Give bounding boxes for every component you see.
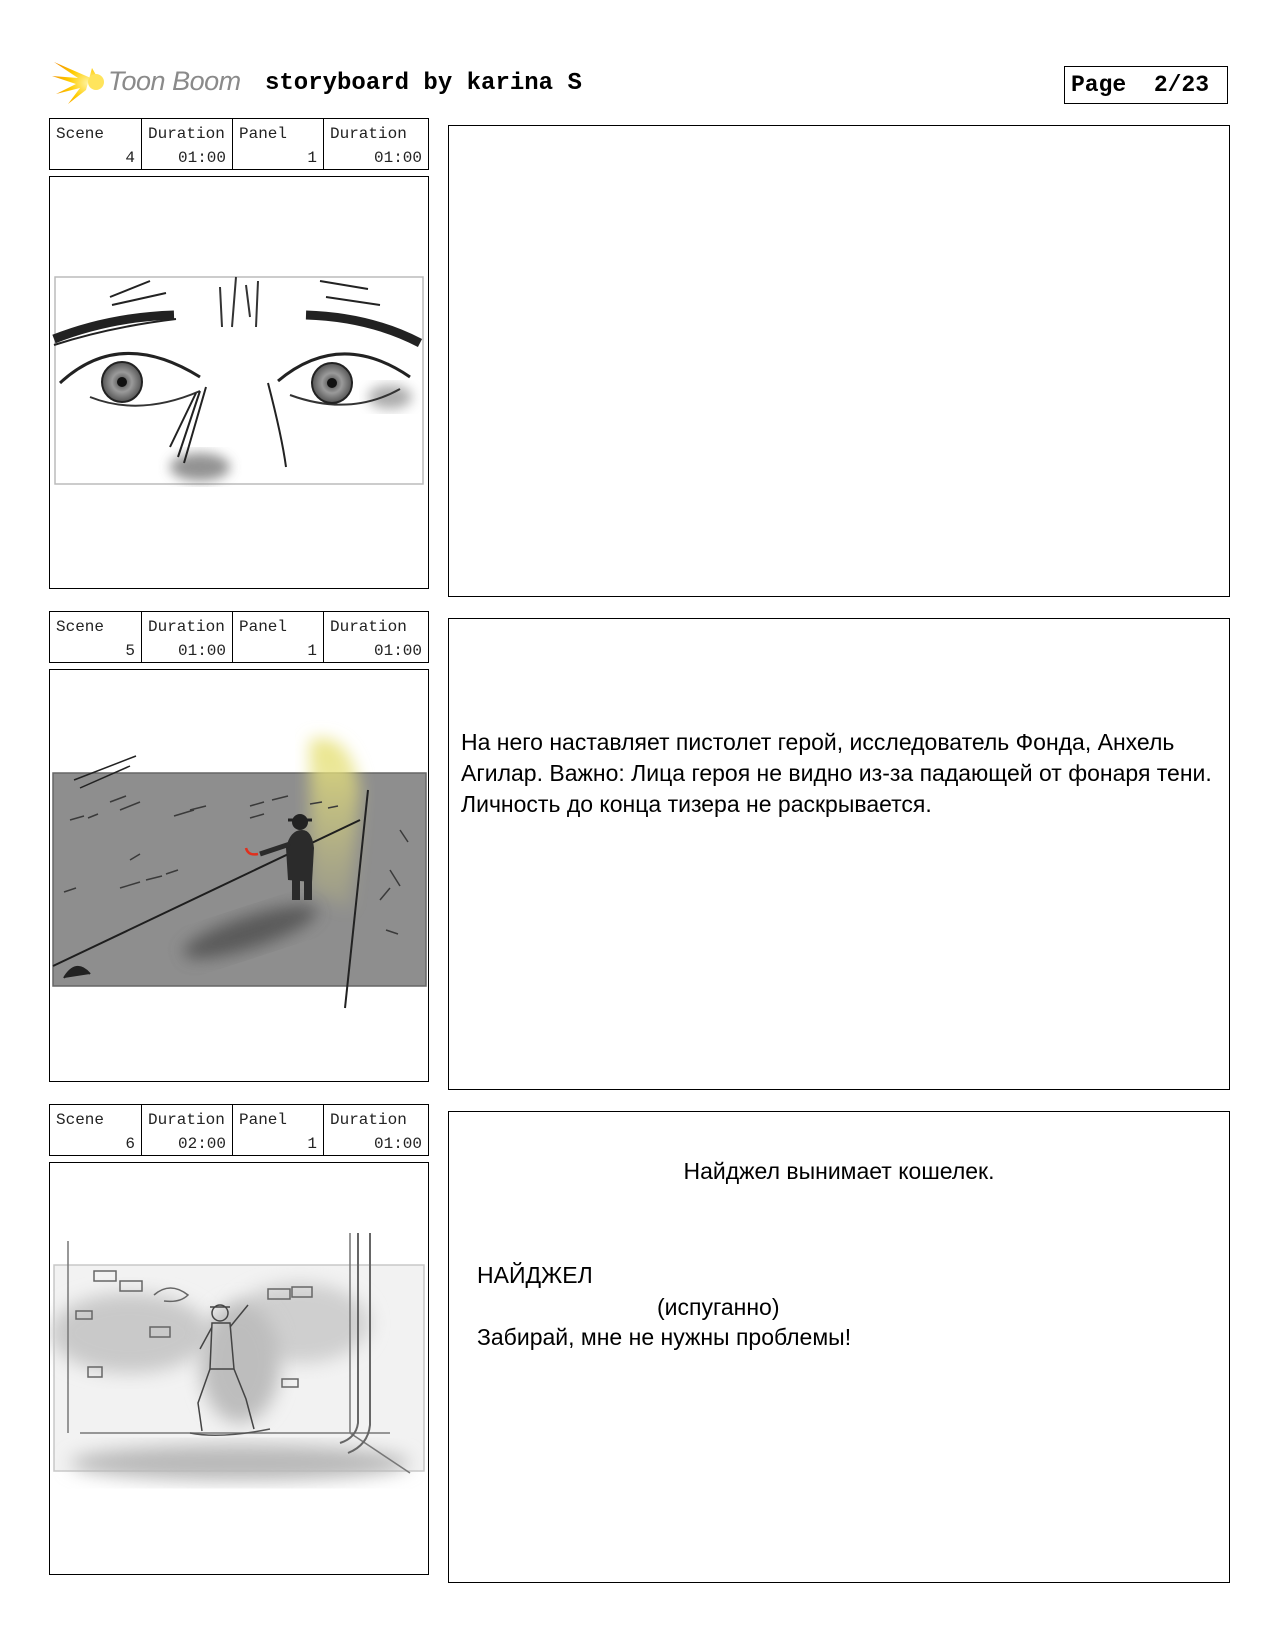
panel-label: Panel xyxy=(239,125,288,143)
panel-info-table xyxy=(49,1104,429,1156)
scene-number: 6 xyxy=(125,1135,135,1153)
scene-duration-cell xyxy=(141,119,232,169)
panel-duration: 01:00 xyxy=(373,642,422,660)
dialog-character: НАЙДЖЕЛ xyxy=(477,1262,593,1288)
page-header xyxy=(52,56,1230,108)
scene-cell xyxy=(50,1105,141,1155)
panel-number: 1 xyxy=(307,1135,317,1153)
dialog-line: Забирай, мне не нужны проблемы! xyxy=(477,1324,852,1350)
scene-number: 5 xyxy=(125,642,135,660)
panel-info-table xyxy=(49,611,429,663)
duration-label: Duration xyxy=(148,125,225,143)
panel-label: Panel xyxy=(239,1111,288,1129)
logo-text: Toon Boom xyxy=(108,66,241,96)
storyboard-frame-wall xyxy=(49,1162,429,1575)
panel-duration-cell xyxy=(323,119,428,169)
panel-number: 1 xyxy=(307,149,317,167)
storyboard-frame-alley xyxy=(49,669,429,1082)
panel-duration: 01:00 xyxy=(373,149,422,167)
scene-number: 4 xyxy=(125,149,135,167)
scene-label: Scene xyxy=(56,1111,105,1129)
action-text: Найджел вынимает кошелек. xyxy=(683,1158,995,1184)
scene-label: Scene xyxy=(56,125,105,143)
notes-box xyxy=(448,1111,1230,1583)
notes-box xyxy=(448,125,1230,597)
panel-cell xyxy=(232,1105,323,1155)
panel-cell xyxy=(232,612,323,662)
scene-duration: 01:00 xyxy=(177,149,226,167)
scene-label: Scene xyxy=(56,618,105,636)
panel-label: Panel xyxy=(239,618,288,636)
duration-label: Duration xyxy=(330,1111,407,1129)
duration-label: Duration xyxy=(330,125,407,143)
dialog-parenthetical: (испуганно) xyxy=(657,1294,780,1320)
scene-cell xyxy=(50,612,141,662)
page-number: Page 2/23 xyxy=(1064,66,1228,104)
panel-duration-cell xyxy=(323,1105,428,1155)
scene-duration-cell xyxy=(141,612,232,662)
panel-duration-cell xyxy=(323,612,428,662)
toon-boom-logo xyxy=(52,56,252,108)
duration-label: Duration xyxy=(148,618,225,636)
scene-duration-cell xyxy=(141,1105,232,1155)
duration-label: Duration xyxy=(330,618,407,636)
document-title: storyboard by karina S xyxy=(265,70,582,97)
action-text: На него наставляет пистолет герой, исследователь Фонда, Анхель Агилар. Важно: Лица героя не видно из-за падающей от фонаря тени. Личность до конца тизера не раскрывается. xyxy=(461,729,1212,817)
scene-duration: 01:00 xyxy=(177,642,226,660)
scene-duration: 02:00 xyxy=(177,1135,226,1153)
panel-cell xyxy=(232,119,323,169)
panel-duration: 01:00 xyxy=(373,1135,422,1153)
storyboard-frame-eyes xyxy=(49,176,429,589)
notes-box xyxy=(448,618,1230,1090)
panel-number: 1 xyxy=(307,642,317,660)
scene-cell xyxy=(50,119,141,169)
duration-label: Duration xyxy=(148,1111,225,1129)
panel-info-table xyxy=(49,118,429,170)
